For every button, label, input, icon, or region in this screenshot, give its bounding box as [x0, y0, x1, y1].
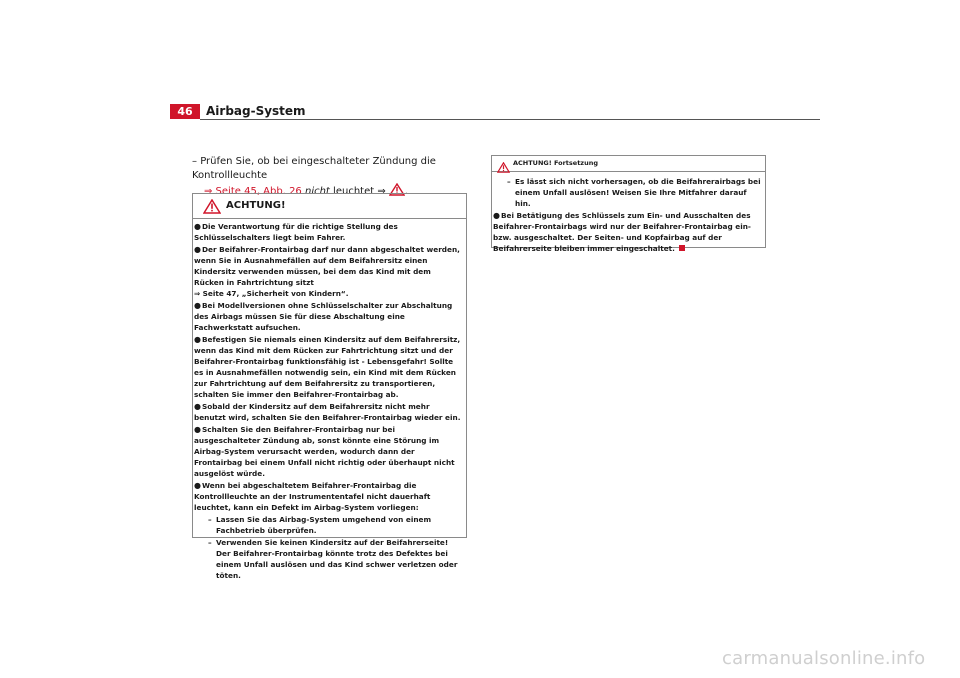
- header-rule: [200, 119, 820, 120]
- page-number: 46: [170, 104, 200, 119]
- bullet-icon: ●: [194, 245, 201, 254]
- intro-dash: –: [192, 156, 197, 167]
- warning-box: [192, 193, 467, 580]
- warning-item: ●Bei Modellversionen ohne Schlüsselschalter zur Abschaltung des Airbags müssen Sie für diese Abschaltung eine Fachwerkstatt aufsuchen.: [194, 301, 453, 332]
- warning-item: ●Befestigen Sie niemals einen Kindersitz auf dem Beifahrersitz, wenn das Kind mit dem Rücken zur Fahrtrichtung sitzt und der Beifahrer-Frontairbag funktionsfähig ist - Lebensgefahr! Sollte es in Ausnahmefällen notwendig sein, ein Kind mit dem Rücken zur Fahrtrichtung auf dem Beifahrersitz zu transportieren, schalten Sie immer den Beifahrer-Frontairbag ab.: [194, 335, 461, 399]
- dash-icon: –: [208, 515, 212, 524]
- bullet-icon: ●: [194, 481, 201, 490]
- warning-triangle-icon: [203, 199, 221, 218]
- page-reference-link[interactable]: ⇒ Seite 45, Abb. 26: [204, 186, 302, 197]
- end-of-section-icon: [679, 245, 685, 251]
- bullet-icon: ●: [194, 402, 201, 411]
- warning-item: ●Bei Betätigung des Schlüssels zum Ein- und Ausschalten des Beifahrer-Frontairbags wird nur der Beifahrer-Frontairbag ein- bzw. ausgeschaltet. Der Seiten- und Kopfairbag auf der Beifahrerseite bleiben immer eingeschaltet.: [493, 211, 751, 253]
- warning-subitem: – Verwenden Sie keinen Kindersitz auf der Beifahrerseite! Der Beifahrer-Frontairbag könnte trotz des Defektes bei einem Unfall auslösen und das Kind schwer verletzen oder töten.: [208, 538, 458, 580]
- bullet-icon: ●: [194, 222, 201, 231]
- warning-body: [194, 221, 463, 582]
- warning-item: ●Die Verantwortung für die richtige Stellung des Schlüsselschalters liegt beim Fahrer.: [194, 222, 398, 242]
- dash-icon: –: [507, 177, 511, 186]
- intro-text-1: Prüfen Sie, ob bei eingeschalteter Zündung die Kontrollleuchte: [192, 156, 436, 181]
- warning-subitem: – Es lässt sich nicht vorhersagen, ob die Beifahrerairbags bei einem Unfall auslösen! Weisen Sie Ihre Mitfahrer darauf hin.: [507, 177, 761, 208]
- warning-box-header: [193, 194, 466, 219]
- bullet-icon: ●: [194, 425, 201, 434]
- warning-body: [493, 175, 762, 255]
- warning-item: ●Schalten Sie den Beifahrer-Frontairbag nur bei ausgeschalteter Zündung ab, sonst könnte eine Störung im Airbag-System verursacht werden, wodurch dann der Frontairbag bei einem Unfall nicht richtig oder überhaupt nicht ausgelöst würde.: [194, 425, 455, 478]
- running-head: Airbag-System: [206, 104, 306, 118]
- intro-tail: .: [404, 186, 409, 197]
- watermark: carmanualsonline.info: [722, 648, 926, 669]
- warning-box-continued: [491, 155, 766, 253]
- warning-subitem: – Lassen Sie das Airbag-System umgehend von einem Fachbetrieb überprüfen.: [208, 515, 432, 535]
- intro-text-2: leuchtet ⇒: [333, 186, 386, 197]
- warning-item: ●Wenn bei abgeschaltetem Beifahrer-Frontairbag die Kontrollleuchte an der Instrumententafel nicht dauerhaft leuchtet, kann ein Defekt im Airbag-System vorliegen:: [194, 481, 431, 512]
- warning-item: ●Sobald der Kindersitz auf dem Beifahrersitz nicht mehr benutzt wird, schalten Sie den Beifahrer-Frontairbag wieder ein.: [194, 402, 461, 422]
- bullet-icon: ●: [194, 335, 201, 344]
- bullet-icon: ●: [493, 211, 500, 220]
- intro-emphasis: nicht: [304, 186, 330, 197]
- dash-icon: –: [208, 538, 212, 547]
- warning-title: ACHTUNG!: [226, 200, 286, 211]
- page-reference-link[interactable]: ⇒ Seite 47, „Sicherheit von Kindern“.: [194, 289, 349, 298]
- warning-box-header: [492, 156, 765, 172]
- bullet-icon: ●: [194, 301, 201, 310]
- warning-item: ●Der Beifahrer-Frontairbag darf nur dann abgeschaltet werden, wenn Sie in Ausnahmefällen auf dem Beifahrersitz einen Kindersitz verwenden müssen, bei dem das Kind mit dem Rücken in Fahrtrichtung sitzt ⇒ Seite 47, „Sicherheit von Kindern“.: [194, 245, 460, 298]
- warning-title: ACHTUNG! Fortsetzung: [513, 159, 598, 167]
